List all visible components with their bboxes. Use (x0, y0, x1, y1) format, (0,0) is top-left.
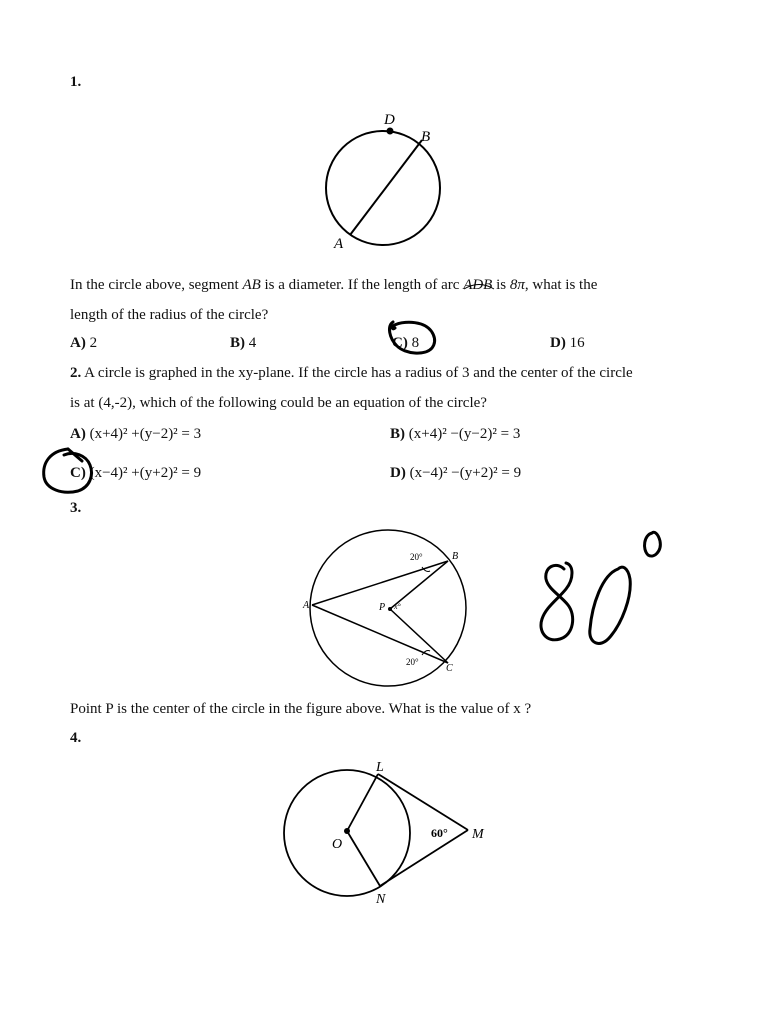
q4-radius-on (347, 831, 380, 886)
option-equation: (x+4)² −(y−2)² = 3 (408, 426, 521, 442)
handwritten-answer-80-degrees (530, 525, 680, 660)
option-equation: (x−4)² −(y+2)² = 9 (409, 465, 522, 481)
q1-option-a[interactable] (70, 335, 97, 352)
q1-text-part: , what is the (524, 277, 598, 293)
question-1-number: 1. (70, 74, 82, 90)
q4-tangent-lm (378, 774, 468, 830)
q1-label-d: D (384, 112, 395, 128)
question-3-number: 3. (70, 500, 82, 516)
question-4-number: 4. (70, 730, 82, 746)
option-letter: D) (550, 335, 566, 351)
option-value: 2 (89, 335, 98, 351)
q4-label-o: O (332, 837, 343, 852)
q1-point-d (387, 128, 394, 135)
option-equation: (x+4)² +(y−2)² = 3 (89, 426, 202, 442)
q2-option-a[interactable] (70, 426, 201, 443)
q1-option-b[interactable] (230, 335, 256, 352)
option-value: 4 (248, 335, 257, 351)
option-letter: C) (392, 335, 408, 351)
q3-label-x: x° (394, 602, 401, 611)
q2-text-line2: is at (4,-2), which of the following could be an equation of the circle? (70, 395, 487, 411)
option-letter: B) (230, 335, 245, 351)
q2-text-part: A circle is graphed in the xy-plane. If the circle has a radius of 3 and the center of the circle (81, 365, 633, 381)
q3-point-p (388, 607, 392, 611)
q1-segment-ab: AB (242, 277, 261, 293)
q1-arc-label: ADB (463, 277, 493, 293)
q3-angle-bottom: 20° (406, 657, 419, 667)
q1-label-b: B (421, 129, 431, 145)
handwritten-circle-q2-answer (38, 445, 103, 500)
q3-chord-ac (312, 605, 448, 663)
q2-option-d[interactable] (390, 465, 521, 482)
q1-text-part: is (492, 277, 510, 293)
q4-point-o (344, 828, 350, 834)
q4-label-m: M (472, 827, 484, 842)
q3-text: Point P is the center of the circle in the figure above. What is the value of x ? (70, 701, 532, 717)
q1-label-a: A (334, 236, 344, 252)
q1-text-part: In the circle above, segment (70, 277, 243, 293)
option-letter: B) (390, 426, 405, 442)
q4-circle-diagram (280, 755, 500, 910)
q1-diameter-ab (350, 140, 422, 235)
q3-label-a: A (303, 600, 310, 611)
option-value: 16 (569, 335, 585, 351)
option-letter: A) (70, 426, 86, 442)
q2-option-b[interactable] (390, 426, 520, 443)
option-letter: C) (70, 465, 86, 481)
q1-text-part: is a diameter. If the length of arc (260, 277, 464, 293)
option-value: 8 (411, 335, 420, 351)
q1-circle-diagram (320, 100, 450, 260)
q3-circle (310, 530, 466, 686)
q1-text (70, 270, 698, 300)
q3-label-p: P (379, 602, 386, 613)
q1-arc-adb (463, 277, 492, 293)
q4-label-n: N (376, 892, 386, 907)
question-2-number: 2. (70, 365, 82, 381)
q2-text-line1 (70, 358, 710, 388)
option-equation: (x−4)² +(y+2)² = 9 (89, 465, 202, 481)
q1-option-d[interactable] (550, 335, 585, 352)
q3-chord-ab (312, 561, 448, 605)
arc-hat-icon (463, 282, 495, 290)
q4-radius-ol (347, 774, 378, 831)
q3-label-b: B (452, 551, 459, 562)
option-letter: D) (390, 465, 406, 481)
q3-circle-diagram (300, 525, 475, 695)
q4-tangent-nm (380, 830, 468, 886)
handwritten-circle-q1-answer (385, 316, 440, 361)
q1-arc-value: 8π (509, 277, 525, 293)
q4-label-l: L (376, 760, 384, 775)
q1-text-line2: length of the radius of the circle? (70, 307, 269, 323)
option-letter: A) (70, 335, 86, 351)
q3-radius-pc (390, 609, 448, 663)
q1-circle (326, 131, 440, 245)
q3-label-c: C (446, 663, 453, 674)
q3-angle-top: 20° (410, 552, 423, 562)
q4-angle-m: 60° (431, 826, 448, 840)
